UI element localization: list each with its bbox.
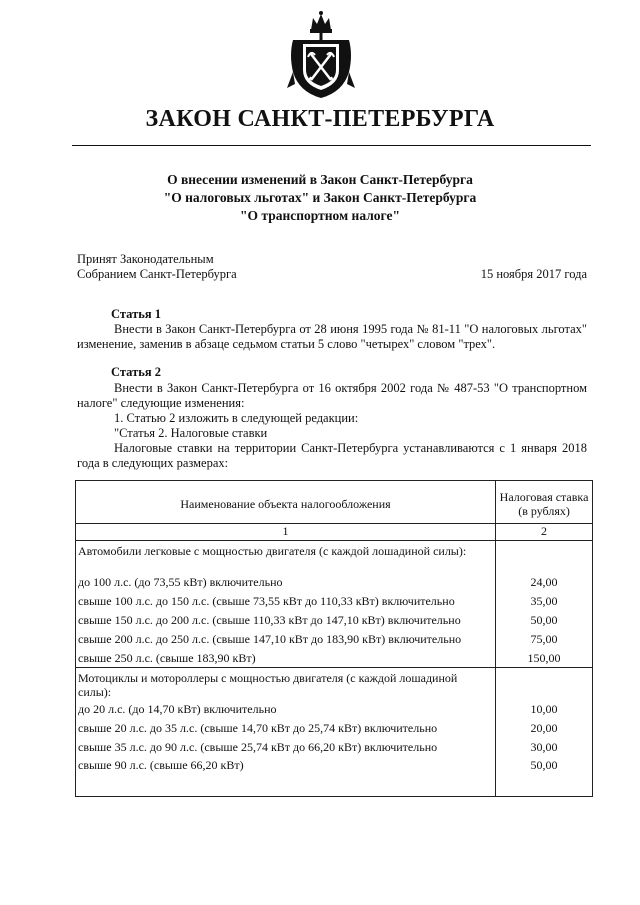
article-2-heading: Статья 2 [111,365,161,379]
table-header-row [76,481,593,524]
table-column-numbers [76,524,593,541]
article-1-text: Внести в Закон Санкт-Петербурга от 28 июня 1995 года № 81-11 "О налоговых льготах" изменение, заменив в абзаце седьмом статьи 5 слово "четырех" словом "трех". [77,322,587,351]
rate-value: 50,00 [496,756,593,797]
article-2-intro: Внести в Закон Санкт-Петербурга от 16 октября 2002 года № 487-53 "О транспортном налоге" следующие изменения: [77,381,587,410]
table-group-row [76,668,593,700]
subtitle-line: "О налоговых льготах" и Закон Санкт-Петербурга [163,190,477,205]
table-row [76,629,593,648]
table-row [76,591,593,610]
law-title: ЗАКОН САНКТ-ПЕТЕРБУРГА [145,106,495,132]
table-row [76,756,593,797]
rate-value: 35,00 [496,591,593,610]
object-name: до 100 л.с. (до 73,55 кВт) включительно [76,572,496,591]
subtitle-line: "О транспортном налоге" [240,208,400,223]
object-name: свыше 20 л.с. до 35 л.с. (свыше 14,70 кВт до 25,74 кВт) включительно [76,718,496,737]
object-name: до 20 л.с. (до 14,70 кВт) включительно [76,699,496,718]
table-row [76,699,593,718]
st-petersburg-coat-of-arms-icon [285,10,357,102]
article-1-heading: Статья 1 [111,307,161,321]
rate-value: 20,00 [496,718,593,737]
rate-value: 10,00 [496,699,593,718]
table-row [76,718,593,737]
rate-value: 30,00 [496,737,593,756]
object-name: свыше 90 л.с. (свыше 66,20 кВт) [76,756,496,797]
article-2-rates-text: Налоговые ставки на территории Санкт-Петербурга устанавливаются с 1 января 2018 года в следующих размерах: [77,441,587,470]
tax-rates-table [75,480,593,797]
law-subtitle [0,171,640,225]
subtitle-line: О внесении изменений в Закон Санкт-Петербурга [167,172,473,187]
adoption-date: 15 ноября 2017 года [480,267,587,281]
object-name: свыше 200 л.с. до 250 л.с. (свыше 147,10 кВт до 183,90 кВт) включительно [76,629,496,648]
column-header-object: Наименование объекта налогообложения [76,481,496,524]
adoption-line: Принят Законодательным [77,252,214,266]
table-row [76,572,593,591]
title-divider [72,145,591,146]
object-name: свыше 250 л.с. (свыше 183,90 кВт) [76,648,496,668]
table-row [76,610,593,629]
group-title: Мотоциклы и мотороллеры с мощностью двигателя (с каждой лошадиной силы): [76,668,496,700]
article-2-item-1: 1. Статью 2 изложить в следующей редакции: [114,411,359,425]
rate-value: 75,00 [496,629,593,648]
table-group-row [76,541,593,573]
table-row [76,737,593,756]
adoption-note [77,252,237,282]
object-name: свыше 100 л.с. до 150 л.с. (свыше 73,55 кВт до 110,33 кВт) включительно [76,591,496,610]
rate-value: 150,00 [496,648,593,668]
object-name: свыше 150 л.с. до 200 л.с. (свыше 110,33 кВт до 147,10 кВт) включительно [76,610,496,629]
column-number: 2 [496,524,593,541]
article-2-quote-heading: "Статья 2. Налоговые ставки [114,426,268,440]
adoption-line: Собранием Санкт-Петербурга [77,267,237,281]
rate-value: 50,00 [496,610,593,629]
column-number: 1 [76,524,496,541]
group-title: Автомобили легковые с мощностью двигателя (с каждой лошадиной силы): [76,541,496,573]
table-row [76,648,593,668]
rate-value: 24,00 [496,572,593,591]
object-name: свыше 35 л.с. до 90 л.с. (свыше 25,74 кВт до 66,20 кВт) включительно [76,737,496,756]
column-header-rate: Налоговая ставка (в рублях) [496,481,593,524]
